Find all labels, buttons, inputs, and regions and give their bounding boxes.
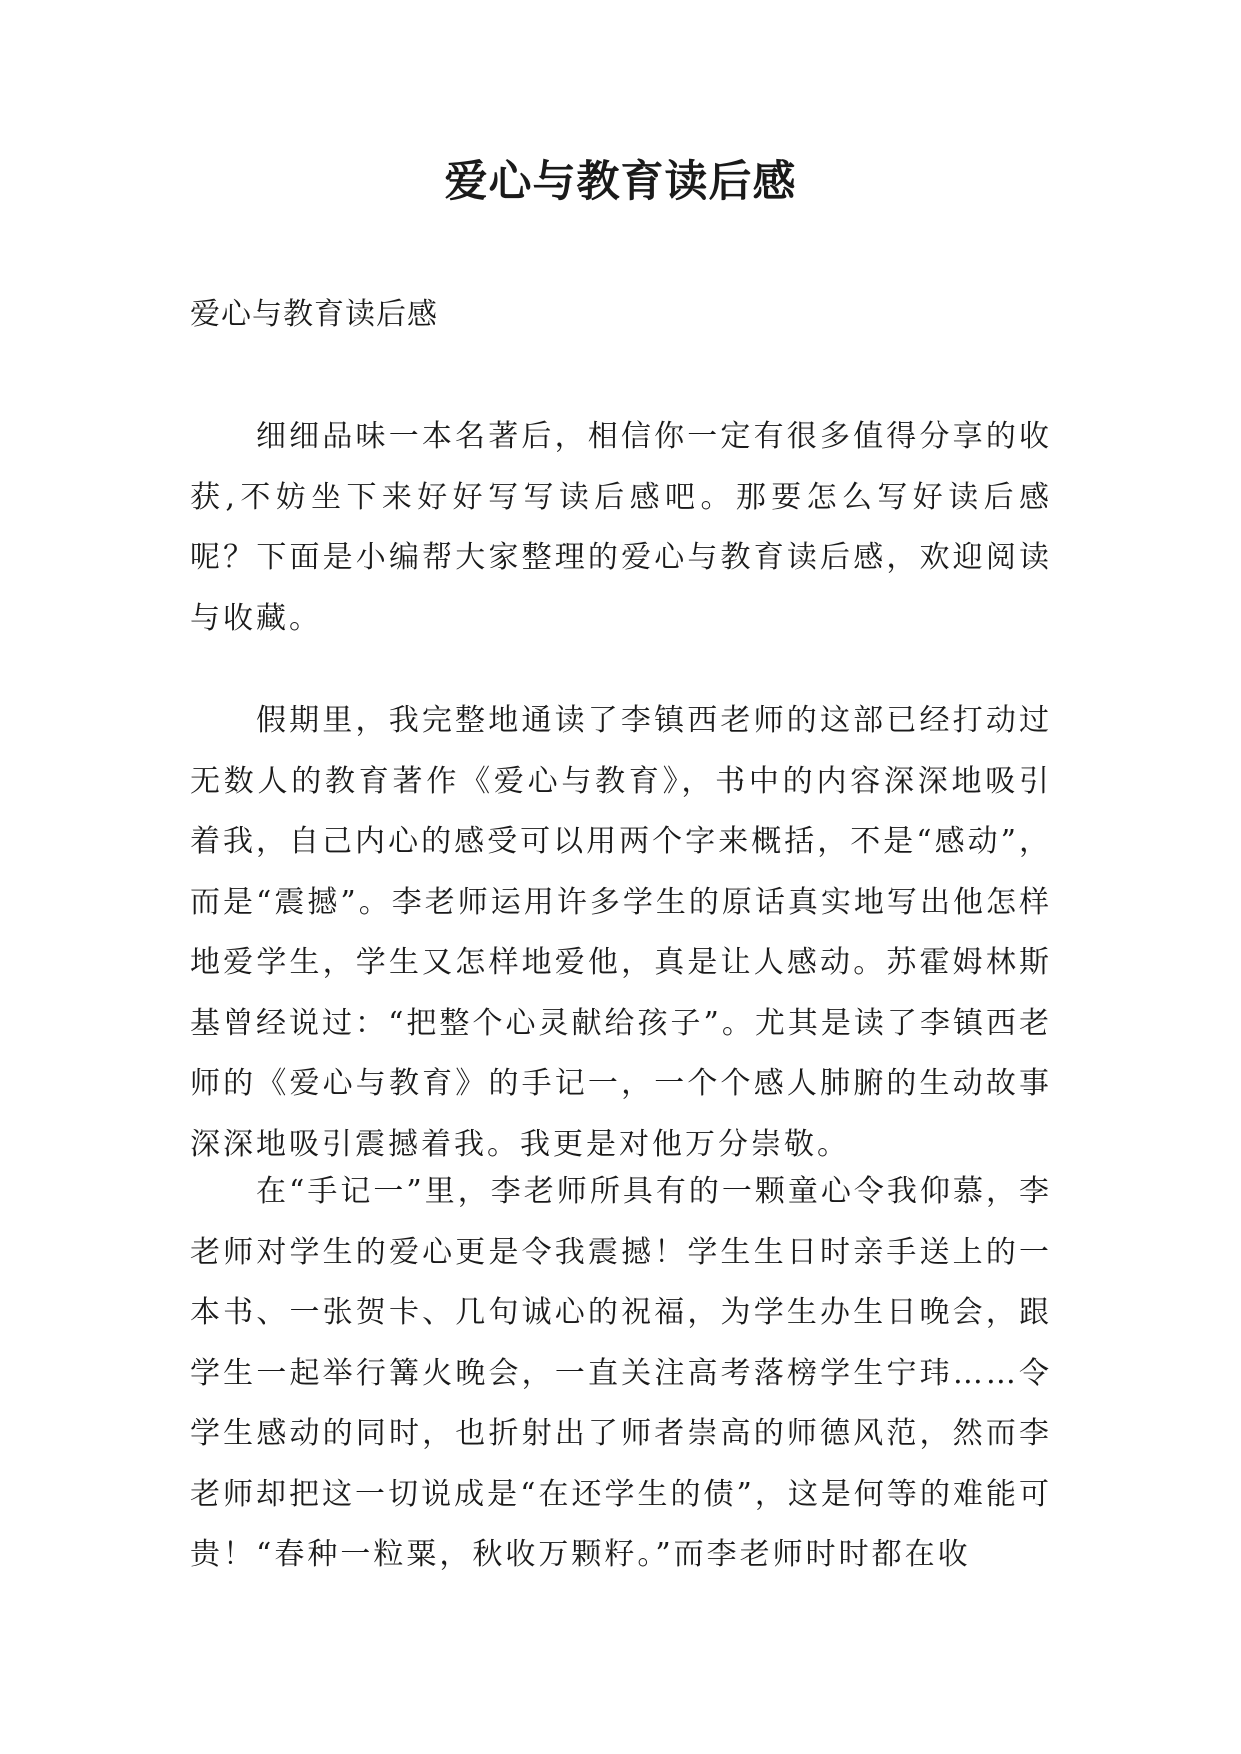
paragraph-reading: 假期里，我完整地通读了李镇西老师的这部已经打动过无数人的教育著作《爱心与教育》，书中的内容深深地吸引着我，自己内心的感受可以用两个字来概括，不是“感动”，而是“震撼”。李老师运用许多学生的原话真实地写出他怎样地爱学生，学生又怎样地爱他，真是让人感动。苏霍姆林斯基曾经说过：“把整个心灵献给孩子”。尤其是读了李镇西老师的《爱心与教育》的手记一，一个个感人肺腑的生动故事深深地吸引震撼着我。我更是对他万分崇敬。	[190, 703, 1052, 1162]
document-subtitle: 爱心与教育读后感	[190, 297, 438, 332]
document-title: 爱心与教育读后感	[444, 157, 797, 207]
paragraph-intro: 细细品味一本名著后，相信你一定有很多值得分享的收获,不妨坐下来好好写写读后感吧。那要怎么写好读后感呢？下面是小编帮大家整理的爱心与教育读后感，欢迎阅读与收藏。	[190, 419, 1052, 636]
paragraph-notes: 在“手记一”里，李老师所具有的一颗童心令我仰慕，李老师对学生的爱心更是令我震撼！学生生日时亲手送上的一本书、一张贺卡、几句诚心的祝福，为学生办生日晚会，跟学生一起举行篝火晚会，一直关注高考落榜学生宁玮……令学生感动的同时，也折射出了师者崇高的师德风范，然而李老师却把这一切说成是“在还学生的债”，这是何等的难能可贵！“春种一粒粟，秋收万颗籽。”而李老师时时都在收	[190, 1174, 1052, 1572]
